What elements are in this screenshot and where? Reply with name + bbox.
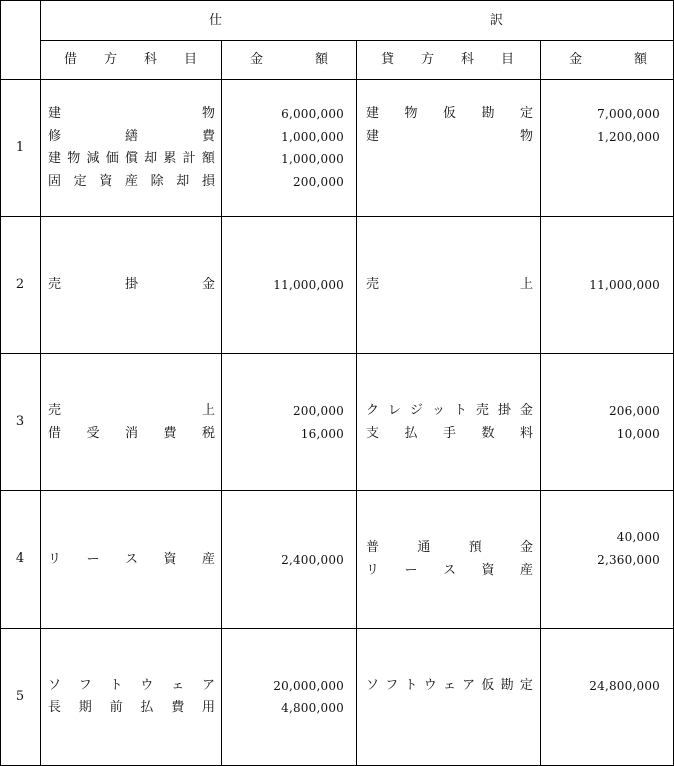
debit-account: 借 受 消 費 税 [48, 426, 215, 441]
credit-amount: 40,000 [616, 530, 660, 544]
row-divider-4 [0, 628, 674, 629]
debit-account: 売 掛 金 [48, 277, 215, 292]
debit-amount-divider [221, 40, 222, 766]
credit-account: ソ フ ト ウ ェ ア 仮 勘 定 [366, 678, 533, 693]
header-bottom-line [0, 79, 674, 80]
debit-amount: 1,000,000 [281, 130, 344, 144]
credit-account: 建 物 仮 勘 定 [366, 106, 533, 121]
debit-account: 修 繕 費 [48, 129, 215, 144]
header-credit-amount: 金 額 [569, 52, 647, 67]
debit-account: リ ー ス 資 産 [48, 552, 215, 567]
row-divider-1 [0, 216, 674, 217]
table-border-left [0, 0, 1, 766]
credit-amount-divider [540, 40, 541, 766]
credit-amount: 10,000 [616, 427, 660, 441]
debit-amount: 200,000 [292, 404, 344, 418]
credit-account: ク レ ジ ッ ト 売 掛 金 [366, 403, 533, 418]
header-credit-account: 貸 方 科 目 [381, 52, 514, 67]
credit-account: 建 物 [366, 129, 533, 144]
debit-amount: 16,000 [300, 427, 344, 441]
debit-account: 固 定 資 産 除 却 損 [48, 174, 215, 189]
credit-account: 支 払 手 数 料 [366, 426, 533, 441]
debit-amount: 4,800,000 [281, 701, 344, 715]
credit-account: 売 上 [366, 277, 533, 292]
credit-amount: 2,360,000 [597, 553, 660, 567]
row-divider-2 [0, 353, 674, 354]
row-number-4: 4 [15, 551, 25, 566]
debit-amount: 6,000,000 [281, 107, 344, 121]
header-divider [41, 40, 674, 41]
row-divider-3 [0, 490, 674, 491]
debit-account: ソ フ ト ウ ェ ア [48, 678, 215, 693]
credit-amount: 7,000,000 [597, 107, 660, 121]
row-number-2: 2 [15, 277, 25, 292]
header-shi: 仕 [209, 13, 223, 28]
debit-account: 建 物 [48, 106, 215, 121]
row-number-3: 3 [15, 414, 25, 429]
debit-credit-divider [356, 40, 357, 766]
debit-account: 建 物 減 価 償 却 累 計 額 [48, 151, 215, 166]
header-yaku: 訳 [490, 13, 504, 28]
credit-amount: 1,200,000 [597, 130, 660, 144]
table-border-top [0, 0, 674, 1]
credit-account: リ ー ス 資 産 [366, 563, 533, 578]
debit-amount: 200,000 [292, 175, 344, 189]
credit-account: 普 通 預 金 [366, 540, 533, 555]
debit-amount: 1,000,000 [281, 152, 344, 166]
debit-amount: 2,400,000 [281, 553, 344, 567]
debit-amount: 20,000,000 [273, 679, 344, 693]
credit-amount: 11,000,000 [589, 278, 660, 292]
row-number-1: 1 [15, 140, 25, 155]
header-debit-account: 借 方 科 目 [64, 52, 197, 67]
debit-amount: 11,000,000 [273, 278, 344, 292]
number-column-divider [40, 0, 41, 766]
credit-amount: 24,800,000 [589, 679, 660, 693]
header-debit-amount: 金 額 [250, 52, 328, 67]
row-number-5: 5 [15, 689, 25, 704]
credit-amount: 206,000 [608, 404, 660, 418]
debit-account: 売 上 [48, 403, 215, 418]
debit-account: 長 期 前 払 費 用 [48, 700, 215, 715]
